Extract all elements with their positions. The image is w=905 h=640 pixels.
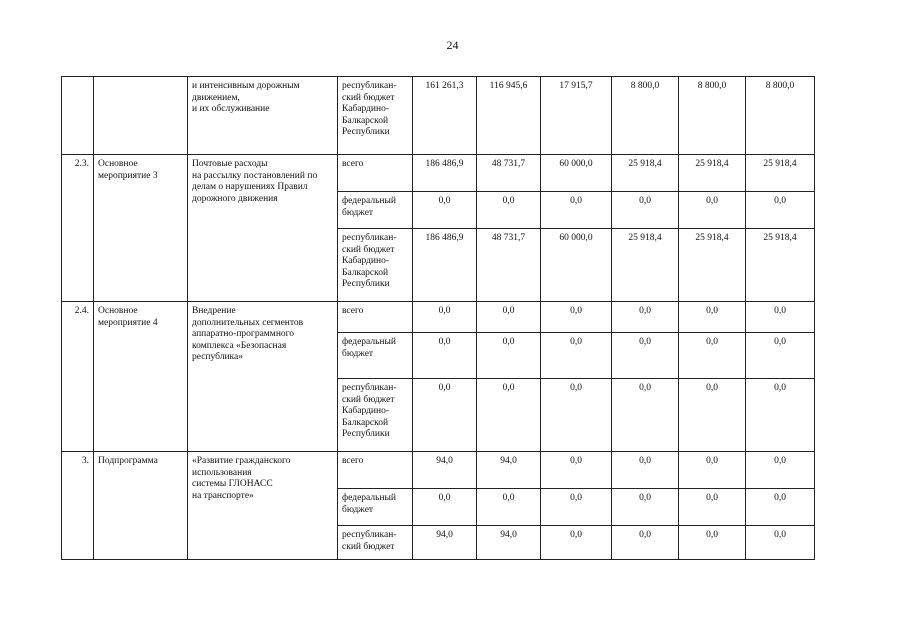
type-cell: Основное мероприятие 3 — [94, 155, 188, 302]
value-cell: 0,0 — [541, 526, 612, 560]
page-number: 24 — [446, 38, 459, 52]
value-cell: 0,0 — [612, 302, 679, 333]
value-cell: 0,0 — [541, 452, 612, 489]
value-cell: 0,0 — [679, 379, 746, 452]
index-cell: 2.4. — [62, 302, 94, 452]
value-cell: 0,0 — [477, 489, 541, 526]
description-cell: и интенсивным дорожным движением, и их обслуживание — [188, 77, 338, 155]
value-cell: 0,0 — [413, 333, 477, 379]
type-cell: Подпрограмма — [94, 452, 188, 560]
value-cell: 0,0 — [612, 192, 679, 229]
value-cell: 0,0 — [679, 333, 746, 379]
value-cell: 0,0 — [477, 379, 541, 452]
value-cell: 25 918,4 — [612, 229, 679, 302]
value-cell: 8 800,0 — [612, 77, 679, 155]
value-cell: 186 486,9 — [413, 155, 477, 192]
value-cell: 0,0 — [612, 333, 679, 379]
value-cell: 94,0 — [477, 526, 541, 560]
value-cell: 94,0 — [413, 526, 477, 560]
value-cell: 25 918,4 — [679, 229, 746, 302]
value-cell: 186 486,9 — [413, 229, 477, 302]
type-cell: Основное мероприятие 4 — [94, 302, 188, 452]
description-cell: Почтовые расходы на рассылку постановлений по делам о нарушениях Правил дорожного движения — [188, 155, 338, 302]
value-cell: 0,0 — [541, 379, 612, 452]
description-cell: Внедрение дополнительных сегментов аппаратно-программного комплекса «Безопасная республика» — [188, 302, 338, 452]
value-cell: 0,0 — [541, 192, 612, 229]
value-cell: 8 800,0 — [679, 77, 746, 155]
value-cell: 94,0 — [477, 452, 541, 489]
value-cell: 0,0 — [746, 302, 815, 333]
value-cell: 0,0 — [413, 302, 477, 333]
source-cell: республикан- ский бюджет Кабардино- Балкарской Республики — [338, 379, 413, 452]
value-cell: 60 000,0 — [541, 155, 612, 192]
value-cell: 25 918,4 — [746, 155, 815, 192]
value-cell: 0,0 — [541, 333, 612, 379]
source-cell: республикан- ский бюджет Кабардино- Балкарской Республики — [338, 229, 413, 302]
value-cell: 0,0 — [413, 379, 477, 452]
value-cell: 0,0 — [413, 192, 477, 229]
table-row — [62, 302, 815, 333]
index-cell — [62, 77, 94, 155]
value-cell: 0,0 — [746, 452, 815, 489]
source-cell: федеральный бюджет — [338, 333, 413, 379]
value-cell: 0,0 — [612, 452, 679, 489]
source-cell: республикан- ский бюджет — [338, 526, 413, 560]
value-cell: 0,0 — [746, 489, 815, 526]
table-row — [62, 77, 815, 155]
value-cell: 94,0 — [413, 452, 477, 489]
value-cell: 48 731,7 — [477, 229, 541, 302]
type-cell — [94, 77, 188, 155]
value-cell: 0,0 — [746, 526, 815, 560]
value-cell: 60 000,0 — [541, 229, 612, 302]
table-row — [62, 452, 815, 489]
source-cell: всего — [338, 155, 413, 192]
budget-table — [61, 76, 815, 560]
value-cell: 0,0 — [541, 302, 612, 333]
value-cell: 0,0 — [679, 526, 746, 560]
description-cell: «Развитие гражданского использования системы ГЛОНАСС на транспорте» — [188, 452, 338, 560]
value-cell: 0,0 — [477, 192, 541, 229]
value-cell: 0,0 — [679, 489, 746, 526]
value-cell: 0,0 — [746, 333, 815, 379]
value-cell: 0,0 — [746, 192, 815, 229]
value-cell: 48 731,7 — [477, 155, 541, 192]
source-cell: всего — [338, 302, 413, 333]
value-cell: 17 915,7 — [541, 77, 612, 155]
value-cell: 8 800,0 — [746, 77, 815, 155]
value-cell: 25 918,4 — [746, 229, 815, 302]
index-cell: 3. — [62, 452, 94, 560]
value-cell: 25 918,4 — [679, 155, 746, 192]
value-cell: 0,0 — [679, 302, 746, 333]
table-row — [62, 155, 815, 192]
value-cell: 0,0 — [679, 192, 746, 229]
value-cell: 116 945,6 — [477, 77, 541, 155]
source-cell: всего — [338, 452, 413, 489]
value-cell: 0,0 — [612, 526, 679, 560]
value-cell: 25 918,4 — [612, 155, 679, 192]
value-cell: 0,0 — [679, 452, 746, 489]
value-cell: 161 261,3 — [413, 77, 477, 155]
value-cell: 0,0 — [612, 379, 679, 452]
value-cell: 0,0 — [413, 489, 477, 526]
source-cell: федеральный бюджет — [338, 192, 413, 229]
value-cell: 0,0 — [746, 379, 815, 452]
value-cell: 0,0 — [477, 302, 541, 333]
value-cell: 0,0 — [477, 333, 541, 379]
source-cell: федеральный бюджет — [338, 489, 413, 526]
value-cell: 0,0 — [612, 489, 679, 526]
index-cell: 2.3. — [62, 155, 94, 302]
source-cell: республикан- ский бюджет Кабардино- Балкарской Республики — [338, 77, 413, 155]
value-cell: 0,0 — [541, 489, 612, 526]
